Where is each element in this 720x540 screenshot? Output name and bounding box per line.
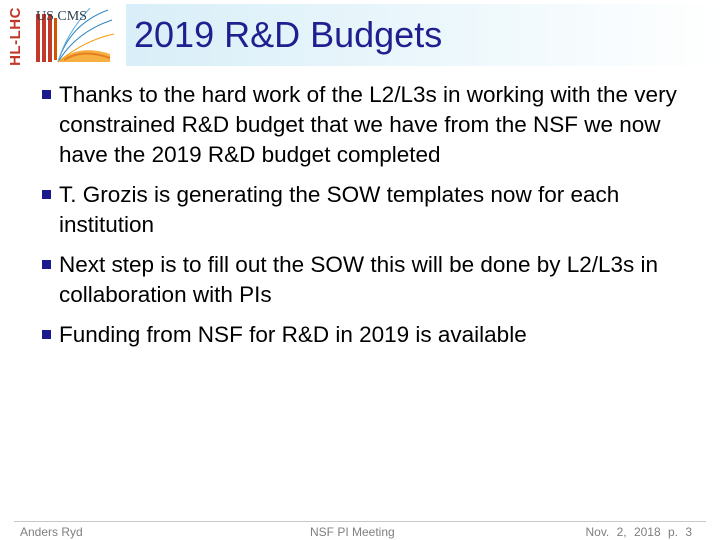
- bullet-item: [40, 180, 705, 240]
- title-bar: [126, 4, 720, 66]
- footer-event: NSF PI Meeting: [310, 525, 395, 539]
- bullet-text: Funding from NSF for R&D in 2019 is available: [59, 322, 527, 347]
- bullet-item: [40, 250, 705, 310]
- logo-text: US CMS: [36, 9, 87, 24]
- hl-lhc-label-text: HL-LHC: [6, 6, 24, 66]
- bullet-item: [40, 80, 705, 170]
- bullet-text: T. Grozis is generating the SOW templates now for each institution: [59, 182, 620, 237]
- us-cms-logo-graphic: [30, 4, 116, 66]
- square-bullet-icon: [42, 90, 51, 99]
- footer-divider: [14, 521, 706, 522]
- square-bullet-icon: [42, 330, 51, 339]
- hl-lhc-side-label: [0, 0, 30, 72]
- bullet-list: [40, 80, 705, 360]
- footer-date-page: Nov. 2, 2018 p. 3: [585, 525, 692, 539]
- us-cms-logo: [30, 4, 116, 66]
- bullet-text: Next step is to fill out the SOW this will be done by L2/L3s in collaboration with PIs: [59, 252, 659, 307]
- slide-title: 2019 R&D Budgets: [134, 14, 443, 55]
- square-bullet-icon: [42, 260, 51, 269]
- square-bullet-icon: [42, 190, 51, 199]
- footer-author: Anders Ryd: [20, 525, 83, 539]
- bullet-item: [40, 320, 705, 350]
- bullet-text: Thanks to the hard work of the L2/L3s in working with the very constrained R&D budget that we have from the NSF we now have the 2019 R&D budget completed: [59, 82, 677, 167]
